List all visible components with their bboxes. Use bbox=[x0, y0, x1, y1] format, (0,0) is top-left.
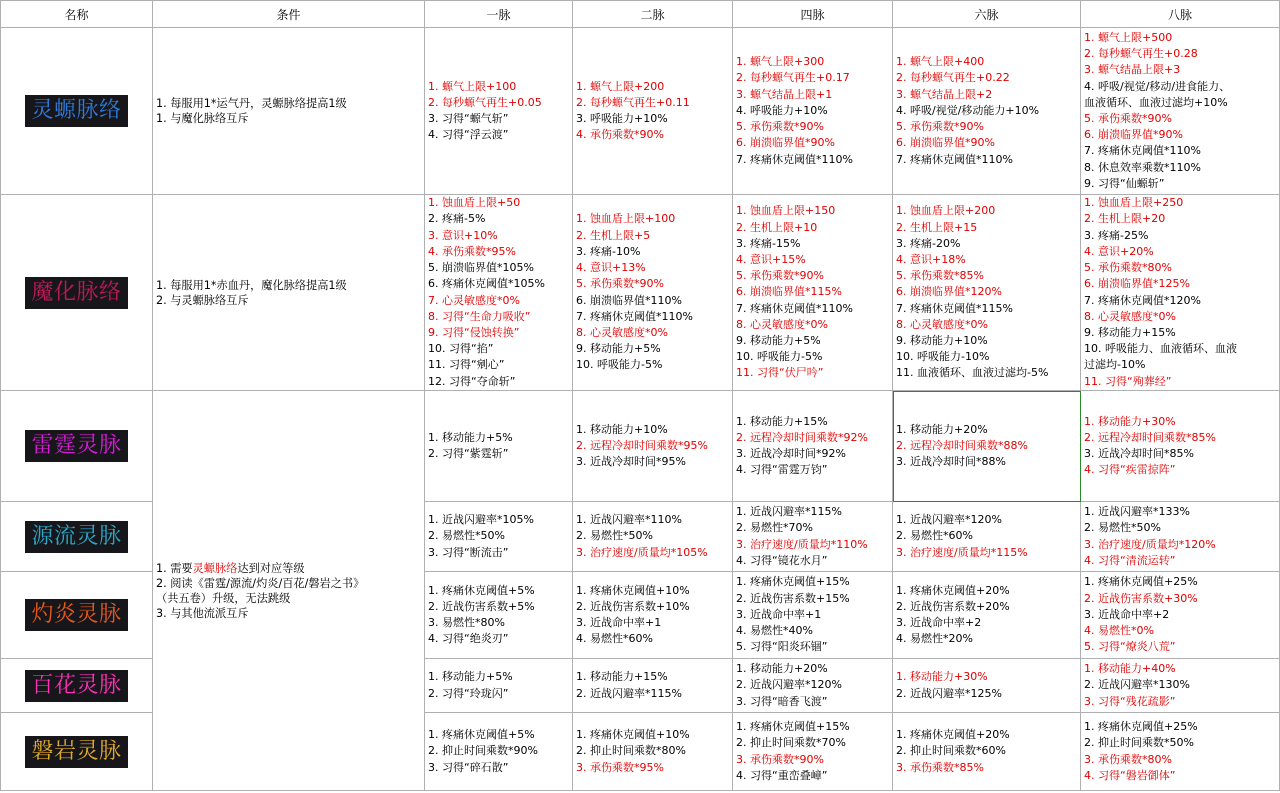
vein-effects bbox=[736, 504, 892, 569]
effect-line: 过滤均-10% bbox=[1084, 358, 1146, 372]
effect-line: 4. 承伤乘数*90% bbox=[576, 128, 664, 142]
effect-line: 4. 呼吸能力+10% bbox=[736, 103, 828, 117]
effect-line: 2. 每秒螈气再生+0.28 bbox=[1084, 47, 1198, 61]
effect-line: 1. 蚀血盾上限+250 bbox=[1084, 196, 1184, 210]
effect-line: 6. 崩溃临界值*90% bbox=[896, 136, 995, 150]
header-condition: 条件 bbox=[153, 1, 425, 28]
vein-effects bbox=[428, 430, 572, 462]
effect-line: 7. 疼痛休克阈值*110% bbox=[896, 152, 1013, 166]
vein-name-badge: 灵螈脉络 bbox=[25, 95, 127, 127]
vein-effects bbox=[1084, 195, 1279, 389]
effect-line: 9. 移动能力+10% bbox=[896, 334, 988, 347]
effect-line: 1. 蚀血盾上限+50 bbox=[428, 196, 521, 210]
effect-line: 1. 移动能力+10% bbox=[576, 422, 668, 436]
effect-line: 2. 易燃性*50% bbox=[1084, 521, 1161, 535]
effect-line: 1. 近战闪避率*115% bbox=[736, 505, 842, 519]
effect-line: 1. 螈气上限+200 bbox=[576, 79, 665, 93]
header-vein-2: 二脉 bbox=[573, 1, 733, 28]
effect-line: 3. 螈气结晶上限+2 bbox=[896, 87, 993, 101]
vein-cell bbox=[893, 195, 1081, 391]
effect-line: 4. 易燃性*0% bbox=[1084, 624, 1154, 638]
effect-line: 2. 易燃性*60% bbox=[896, 529, 973, 543]
effect-line: 1. 近战闪避率*110% bbox=[576, 513, 682, 527]
vein-effects bbox=[576, 512, 732, 561]
vein-effects bbox=[576, 422, 732, 471]
effect-line: 2. 阅读《雷霆/源流/灼炎/百花/磐岩之书》 bbox=[156, 576, 365, 590]
effect-line: 1. 移动能力+20% bbox=[896, 422, 988, 436]
effect-line: 6. 崩溃临界值*120% bbox=[896, 285, 1002, 299]
effect-line: 2. 生机上限+15 bbox=[896, 220, 978, 234]
effect-line: 4. 习得“浮云渡” bbox=[428, 128, 509, 142]
effect-line: 2. 易燃性*50% bbox=[428, 529, 505, 543]
vein-name-badge: 魔化脉络 bbox=[25, 277, 127, 309]
effect-line: 2. 抑止时间乘数*70% bbox=[736, 736, 846, 750]
effect-line: 2. 抑止时间乘数*90% bbox=[428, 744, 538, 758]
effect-line: 12. 习得“夺命斩” bbox=[428, 374, 516, 388]
effect-line: 8. 习得“生命力吸收” bbox=[428, 309, 531, 323]
effect-line: 2. 与灵螈脉络互斥 bbox=[156, 293, 249, 307]
condition-text bbox=[153, 96, 424, 126]
effect-line: 5. 崩溃临界值*105% bbox=[428, 261, 534, 275]
header-vein-6: 六脉 bbox=[893, 1, 1081, 28]
table-row bbox=[1, 391, 1280, 502]
effect-line: 2. 抑止时间乘数*50% bbox=[1084, 736, 1194, 750]
effect-line: 4. 习得“镜花水月” bbox=[736, 553, 828, 567]
vein-name-badge: 源流灵脉 bbox=[25, 521, 127, 553]
effect-line: 3. 习得“螈气斩” bbox=[428, 112, 509, 125]
vein-cell bbox=[573, 502, 733, 572]
vein-cell bbox=[733, 502, 893, 572]
vein-cell bbox=[893, 502, 1081, 572]
vein-cell bbox=[893, 572, 1081, 659]
effect-line: 2. 每秒螈气再生+0.17 bbox=[736, 71, 850, 85]
effect-line: 3. 易燃性*80% bbox=[428, 616, 505, 629]
selected-cell[interactable] bbox=[893, 391, 1081, 502]
effect-line: 1. 每服用1*运气丹，灵螈脉络提高1级 bbox=[156, 97, 347, 110]
effect-line: 3. 承伤乘数*80% bbox=[1084, 752, 1172, 766]
effect-line: 2. 近战伤害系数+5% bbox=[428, 599, 535, 613]
effect-line: 3. 承伤乘数*90% bbox=[736, 752, 824, 766]
effect-line: 7. 疼痛休克阈值*110% bbox=[1084, 144, 1201, 158]
effect-line: 2. 远程冷却时间乘数*88% bbox=[896, 438, 1028, 452]
effect-line: 1. 移动能力+5% bbox=[428, 430, 513, 444]
condition-cell bbox=[153, 195, 425, 391]
effect-line: 4. 易燃性*60% bbox=[576, 632, 653, 646]
vein-cell bbox=[733, 195, 893, 391]
effect-line: 1. 疼痛休克阈值+10% bbox=[576, 583, 690, 597]
name-cell bbox=[1, 713, 153, 791]
effect-line: 1. 与魔化脉络互斥 bbox=[156, 112, 249, 125]
effect-line: 2. 习得“紫霆斩” bbox=[428, 447, 509, 460]
effect-line: 1. 疼痛休克阈值+20% bbox=[896, 728, 1010, 742]
effect-line: 3. 近战命中率+2 bbox=[1084, 607, 1170, 621]
header-row bbox=[1, 1, 1280, 28]
effect-line: 8. 心灵敏感度*0% bbox=[896, 317, 988, 331]
effect-line: 2. 远程冷却时间乘数*85% bbox=[1084, 430, 1216, 444]
effect-line: 1. 移动能力+15% bbox=[576, 670, 668, 684]
effect-line: 3. 近战冷却时间*88% bbox=[896, 455, 1006, 469]
effect-line: 4. 习得“磐岩御体” bbox=[1084, 768, 1176, 782]
effect-line: 1. 蚀血盾上限+100 bbox=[576, 212, 676, 226]
vein-cell bbox=[573, 659, 733, 713]
vein-effects bbox=[428, 727, 572, 776]
effect-line: 3. 习得“暗香飞渡” bbox=[736, 694, 828, 708]
shared-condition-cell bbox=[153, 391, 425, 791]
table-row bbox=[1, 28, 1280, 195]
name-cell bbox=[1, 572, 153, 659]
effect-line: 1. 疼痛休克阈值+25% bbox=[1084, 575, 1198, 589]
effect-line: 3. 疼痛-10% bbox=[576, 244, 641, 258]
effect-line: 2. 每秒螈气再生+0.22 bbox=[896, 71, 1010, 85]
effect-line: 8. 心灵敏感度*0% bbox=[576, 325, 668, 339]
effect-line: 5. 承伤乘数*85% bbox=[896, 269, 984, 283]
vein-cell bbox=[1081, 391, 1280, 502]
effect-line: 1. 疼痛休克阈值+5% bbox=[428, 728, 535, 742]
vein-cell bbox=[733, 391, 893, 502]
vein-effects bbox=[1084, 30, 1279, 192]
vein-name-badge: 雷霆灵脉 bbox=[25, 430, 127, 462]
effect-line: 3. 治疗速度/质量均*110% bbox=[736, 537, 868, 551]
effect-line: 4. 习得“绝炎刃” bbox=[428, 632, 509, 646]
effect-line: 1. 移动能力+40% bbox=[1084, 662, 1176, 676]
vein-cell bbox=[425, 713, 573, 791]
effect-line: 2. 近战闪避率*120% bbox=[736, 678, 842, 692]
effect-line: 3. 习得“残花疏影” bbox=[1084, 694, 1176, 708]
vein-cell bbox=[733, 713, 893, 791]
vein-cell bbox=[893, 659, 1081, 713]
vein-effects bbox=[1084, 504, 1279, 569]
vein-cell bbox=[1081, 195, 1280, 391]
name-cell bbox=[1, 28, 153, 195]
effect-line: 3. 近战命中率+2 bbox=[896, 616, 982, 629]
vein-cell bbox=[733, 28, 893, 195]
effect-line: 10. 呼吸能力、血液循环、血液 bbox=[1084, 342, 1237, 356]
vein-effects bbox=[428, 583, 572, 648]
effect-line: 3. 近战冷却时间*95% bbox=[576, 455, 686, 469]
effect-line: 3. 意识+10% bbox=[428, 228, 498, 242]
effect-line: 2. 疼痛-5% bbox=[428, 212, 486, 226]
effect-line: 4. 习得“疾雷掠阵” bbox=[1084, 463, 1176, 477]
name-cell bbox=[1, 502, 153, 572]
effect-line: 9. 移动能力+5% bbox=[736, 334, 821, 347]
effect-line: 4. 意识+20% bbox=[1084, 244, 1154, 258]
vein-effects bbox=[1084, 661, 1279, 710]
effect-line: 3. 螈气结晶上限+1 bbox=[736, 87, 833, 101]
vein-cell bbox=[1081, 572, 1280, 659]
effect-line: 7. 疼痛休克阈值*110% bbox=[736, 301, 853, 315]
effect-line: 7. 疼痛休克阈值*110% bbox=[576, 309, 693, 323]
effect-line: 9. 移动能力+15% bbox=[1084, 325, 1176, 339]
vein-effects bbox=[736, 203, 892, 381]
effect-line: 2. 近战伤害系数+30% bbox=[1084, 591, 1198, 605]
vein-effects bbox=[428, 195, 572, 389]
effect-line: 2. 远程冷却时间乘数*95% bbox=[576, 438, 708, 452]
effect-line: 6. 崩溃临界值*115% bbox=[736, 285, 842, 299]
condition-cell bbox=[153, 28, 425, 195]
vein-effects bbox=[896, 203, 1080, 381]
effect-line: 4. 呼吸/视觉/移动能力+10% bbox=[896, 103, 1040, 117]
effect-line: 1. 每服用1*赤血丹，魔化脉络提高1级 bbox=[156, 278, 347, 292]
vein-effects bbox=[576, 79, 732, 144]
effect-line: 1. 螈气上限+400 bbox=[896, 55, 985, 69]
condition-text bbox=[153, 278, 424, 308]
vein-effects bbox=[736, 719, 892, 784]
vein-effects bbox=[896, 54, 1080, 167]
effect-line: 2. 近战伤害系数+20% bbox=[896, 599, 1010, 613]
effect-line: 3. 承伤乘数*95% bbox=[576, 760, 664, 774]
effect-line: 7. 心灵敏感度*0% bbox=[428, 293, 520, 307]
vein-cell bbox=[425, 659, 573, 713]
effect-line: 1. 需要灵螈脉络达到对应等级 bbox=[156, 561, 305, 575]
effect-line: 1. 疼痛休克阈值+10% bbox=[576, 728, 690, 742]
effect-line: 2. 远程冷却时间乘数*92% bbox=[736, 430, 868, 444]
vein-effects bbox=[896, 669, 1080, 701]
effect-line: 6. 崩溃临界值*90% bbox=[736, 136, 835, 150]
vein-cell bbox=[893, 713, 1081, 791]
effect-line: 2. 每秒螈气再生+0.11 bbox=[576, 95, 690, 109]
vein-effects bbox=[1084, 574, 1279, 655]
header-name: 名称 bbox=[1, 1, 153, 28]
effect-line: 1. 螈气上限+300 bbox=[736, 55, 825, 69]
effect-line: 5. 承伤乘数*90% bbox=[1084, 112, 1172, 125]
effect-line: 2. 每秒螈气再生+0.05 bbox=[428, 95, 542, 109]
vein-effects bbox=[896, 512, 1080, 561]
vein-cell bbox=[733, 572, 893, 659]
vein-name-badge: 百花灵脉 bbox=[25, 670, 127, 702]
vein-cell bbox=[425, 195, 573, 391]
table-row bbox=[1, 195, 1280, 391]
effect-line: 2. 近战闪避率*130% bbox=[1084, 678, 1190, 692]
effect-line: 2. 易燃性*50% bbox=[576, 529, 653, 543]
effect-line: 2. 生机上限+10 bbox=[736, 220, 818, 234]
effect-line: 5. 承伤乘数*90% bbox=[896, 120, 984, 134]
effect-line: 1. 疼痛休克阈值+15% bbox=[736, 720, 850, 734]
effect-line: 2. 生机上限+5 bbox=[576, 228, 651, 242]
vein-cell bbox=[1081, 659, 1280, 713]
effect-line: 10. 呼吸能力-5% bbox=[576, 358, 663, 372]
effect-line: 3. 习得“断流击” bbox=[428, 545, 509, 559]
effect-line: 2. 抑止时间乘数*80% bbox=[576, 744, 686, 758]
effect-line: 5. 习得“阳炎环锢” bbox=[736, 640, 828, 654]
effect-line: 2. 抑止时间乘数*60% bbox=[896, 744, 1006, 758]
effect-line: 5. 承伤乘数*90% bbox=[576, 277, 664, 291]
effect-line: 3. 近战命中率+1 bbox=[576, 616, 662, 629]
effect-line: 血液循环、血液过滤均+10% bbox=[1084, 95, 1228, 109]
vein-cell bbox=[425, 502, 573, 572]
header-vein-8: 八脉 bbox=[1081, 1, 1280, 28]
effect-line: 2. 近战闪避率*125% bbox=[896, 686, 1002, 700]
effect-line: 1. 螈气上限+100 bbox=[428, 79, 517, 93]
effect-line: 5. 承伤乘数*90% bbox=[736, 269, 824, 283]
effect-line: 1. 蚀血盾上限+200 bbox=[896, 204, 996, 218]
effect-line: 11. 习得“殉葬经” bbox=[1084, 374, 1172, 388]
vein-cell bbox=[573, 572, 733, 659]
vein-effects bbox=[576, 669, 732, 701]
effect-line: 6. 崩溃临界值*125% bbox=[1084, 277, 1190, 291]
vein-cell bbox=[425, 28, 573, 195]
effect-line: 4. 承伤乘数*95% bbox=[428, 244, 516, 258]
vein-cell bbox=[573, 391, 733, 502]
vein-effects bbox=[576, 211, 732, 373]
vein-cell bbox=[425, 391, 573, 502]
effect-line: 2. 易燃性*70% bbox=[736, 521, 813, 535]
effect-line: 1. 近战闪避率*120% bbox=[896, 513, 1002, 527]
effect-line: 10. 习得“掐” bbox=[428, 342, 494, 356]
effect-line: 2. 近战闪避率*115% bbox=[576, 686, 682, 700]
vein-effects bbox=[736, 574, 892, 655]
effect-line: 3. 治疗速度/质量均*120% bbox=[1084, 537, 1216, 551]
vein-effects bbox=[736, 54, 892, 167]
vein-effects bbox=[896, 583, 1080, 648]
name-cell bbox=[1, 391, 153, 502]
vein-effects bbox=[428, 79, 572, 144]
header-vein-1: 一脉 bbox=[425, 1, 573, 28]
effect-line: （共五卷）升级，无法跳级 bbox=[156, 591, 291, 605]
effect-line: 2. 生机上限+20 bbox=[1084, 212, 1166, 226]
vein-name-badge: 灼炎灵脉 bbox=[25, 599, 127, 631]
effect-line: 4. 易燃性*20% bbox=[896, 632, 973, 646]
effect-line: 3. 与其他流派互斥 bbox=[156, 606, 249, 620]
effect-line: 1. 疼痛休克阈值+25% bbox=[1084, 720, 1198, 734]
effect-line: 1. 蚀血盾上限+150 bbox=[736, 204, 836, 218]
effect-line: 2. 习得“玲珑闪” bbox=[428, 686, 509, 700]
vein-cell bbox=[573, 28, 733, 195]
effect-line: 9. 习得“仙螈斩” bbox=[1084, 176, 1165, 190]
effect-line: 1. 疼痛休克阈值+20% bbox=[896, 583, 1010, 597]
effect-line: 11. 习得“伏尸吟” bbox=[736, 366, 824, 380]
vein-cell bbox=[573, 195, 733, 391]
effect-line: 3. 疼痛-20% bbox=[896, 236, 961, 250]
effect-line: 1. 螈气上限+500 bbox=[1084, 30, 1173, 44]
effect-line: 1. 近战闪避率*133% bbox=[1084, 505, 1190, 519]
vein-effects bbox=[576, 583, 732, 648]
effect-line: 5. 承伤乘数*90% bbox=[736, 120, 824, 134]
vein-effects bbox=[896, 422, 1080, 471]
effect-line: 1. 移动能力+5% bbox=[428, 670, 513, 684]
shared-condition-text bbox=[153, 561, 424, 621]
effect-line: 3. 呼吸能力+10% bbox=[576, 112, 668, 125]
effect-line: 10. 呼吸能力-5% bbox=[736, 350, 823, 364]
effect-line: 3. 疼痛-15% bbox=[736, 236, 801, 250]
effect-line: 1. 疼痛休克阈值+5% bbox=[428, 583, 535, 597]
effect-line: 3. 近战命中率+1 bbox=[736, 607, 822, 621]
effect-line: 4. 意识+13% bbox=[576, 261, 646, 275]
name-cell bbox=[1, 659, 153, 713]
effect-line: 4. 习得“清流运转” bbox=[1084, 553, 1176, 567]
effect-line: 3. 习得“碎石散” bbox=[428, 760, 509, 774]
vein-cell bbox=[1081, 502, 1280, 572]
vein-effects bbox=[736, 661, 892, 710]
effect-line: 3. 近战冷却时间*92% bbox=[736, 447, 846, 460]
vein-effects bbox=[576, 727, 732, 776]
effect-line: 2. 近战伤害系数+15% bbox=[736, 591, 850, 605]
effect-line: 8. 休息效率乘数*110% bbox=[1084, 160, 1201, 174]
effect-line: 1. 疼痛休克阈值+15% bbox=[736, 575, 850, 589]
vein-cell bbox=[733, 659, 893, 713]
header-vein-4: 四脉 bbox=[733, 1, 893, 28]
vein-effects bbox=[1084, 414, 1279, 479]
effect-line: 5. 承伤乘数*80% bbox=[1084, 261, 1172, 275]
effect-line: 3. 螈气结晶上限+3 bbox=[1084, 63, 1181, 77]
effect-line: 1. 移动能力+30% bbox=[1084, 414, 1176, 428]
effect-line: 11. 习得“剜心” bbox=[428, 358, 505, 372]
effect-line: 9. 移动能力+5% bbox=[576, 342, 661, 356]
effect-line: 7. 疼痛休克阈值*110% bbox=[736, 152, 853, 166]
effect-line: 6. 崩溃临界值*90% bbox=[1084, 128, 1183, 142]
effect-line: 4. 习得“雷霆万钧” bbox=[736, 463, 828, 477]
vein-cell bbox=[573, 713, 733, 791]
vein-effects bbox=[428, 669, 572, 701]
effect-line: 4. 易燃性*40% bbox=[736, 624, 813, 638]
effect-line: 6. 崩溃临界值*110% bbox=[576, 293, 682, 307]
effect-line: 3. 近战冷却时间*85% bbox=[1084, 447, 1194, 460]
effect-line: 1. 近战闪避率*105% bbox=[428, 513, 534, 527]
vein-effects bbox=[896, 727, 1080, 776]
effect-line: 3. 治疗速度/质量均*105% bbox=[576, 545, 708, 559]
vein-effects bbox=[1084, 719, 1279, 784]
effect-line: 2. 近战伤害系数+10% bbox=[576, 599, 690, 613]
effect-line: 10. 呼吸能力-10% bbox=[896, 350, 990, 364]
effect-line: 9. 习得“侵蚀转换” bbox=[428, 325, 520, 339]
vein-cell bbox=[425, 572, 573, 659]
effect-line: 4. 呼吸/视觉/移动/进食能力、 bbox=[1084, 79, 1231, 93]
effect-line: 4. 意识+18% bbox=[896, 252, 966, 266]
effect-line: 1. 移动能力+20% bbox=[736, 662, 828, 676]
vein-cell bbox=[1081, 713, 1280, 791]
effect-line: 4. 意识+15% bbox=[736, 252, 806, 266]
vein-effects bbox=[428, 512, 572, 561]
effect-line: 8. 心灵敏感度*0% bbox=[1084, 309, 1176, 323]
effect-line: 5. 习得“燎炎八荒” bbox=[1084, 640, 1176, 654]
effect-line: 3. 治疗速度/质量均*115% bbox=[896, 545, 1028, 559]
vein-name-badge: 磐岩灵脉 bbox=[25, 736, 127, 768]
effect-line: 6. 疼痛休克阈值*105% bbox=[428, 277, 545, 291]
name-cell bbox=[1, 195, 153, 391]
effect-line: 4. 习得“重峦叠嶂” bbox=[736, 768, 828, 782]
effect-line: 1. 移动能力+15% bbox=[736, 414, 828, 428]
vein-effects bbox=[736, 414, 892, 479]
effect-line: 7. 疼痛休克阈值*115% bbox=[896, 301, 1013, 315]
vein-cell bbox=[893, 28, 1081, 195]
effect-line: 1. 移动能力+30% bbox=[896, 670, 988, 684]
effect-line: 3. 承伤乘数*85% bbox=[896, 760, 984, 774]
effect-line: 3. 疼痛-25% bbox=[1084, 228, 1149, 242]
effect-line: 7. 疼痛休克阈值*120% bbox=[1084, 293, 1201, 307]
effect-line: 8. 心灵敏感度*0% bbox=[736, 317, 828, 331]
vein-cell bbox=[1081, 28, 1280, 195]
effect-line: 11. 血液循环、血液过滤均-5% bbox=[896, 366, 1049, 380]
